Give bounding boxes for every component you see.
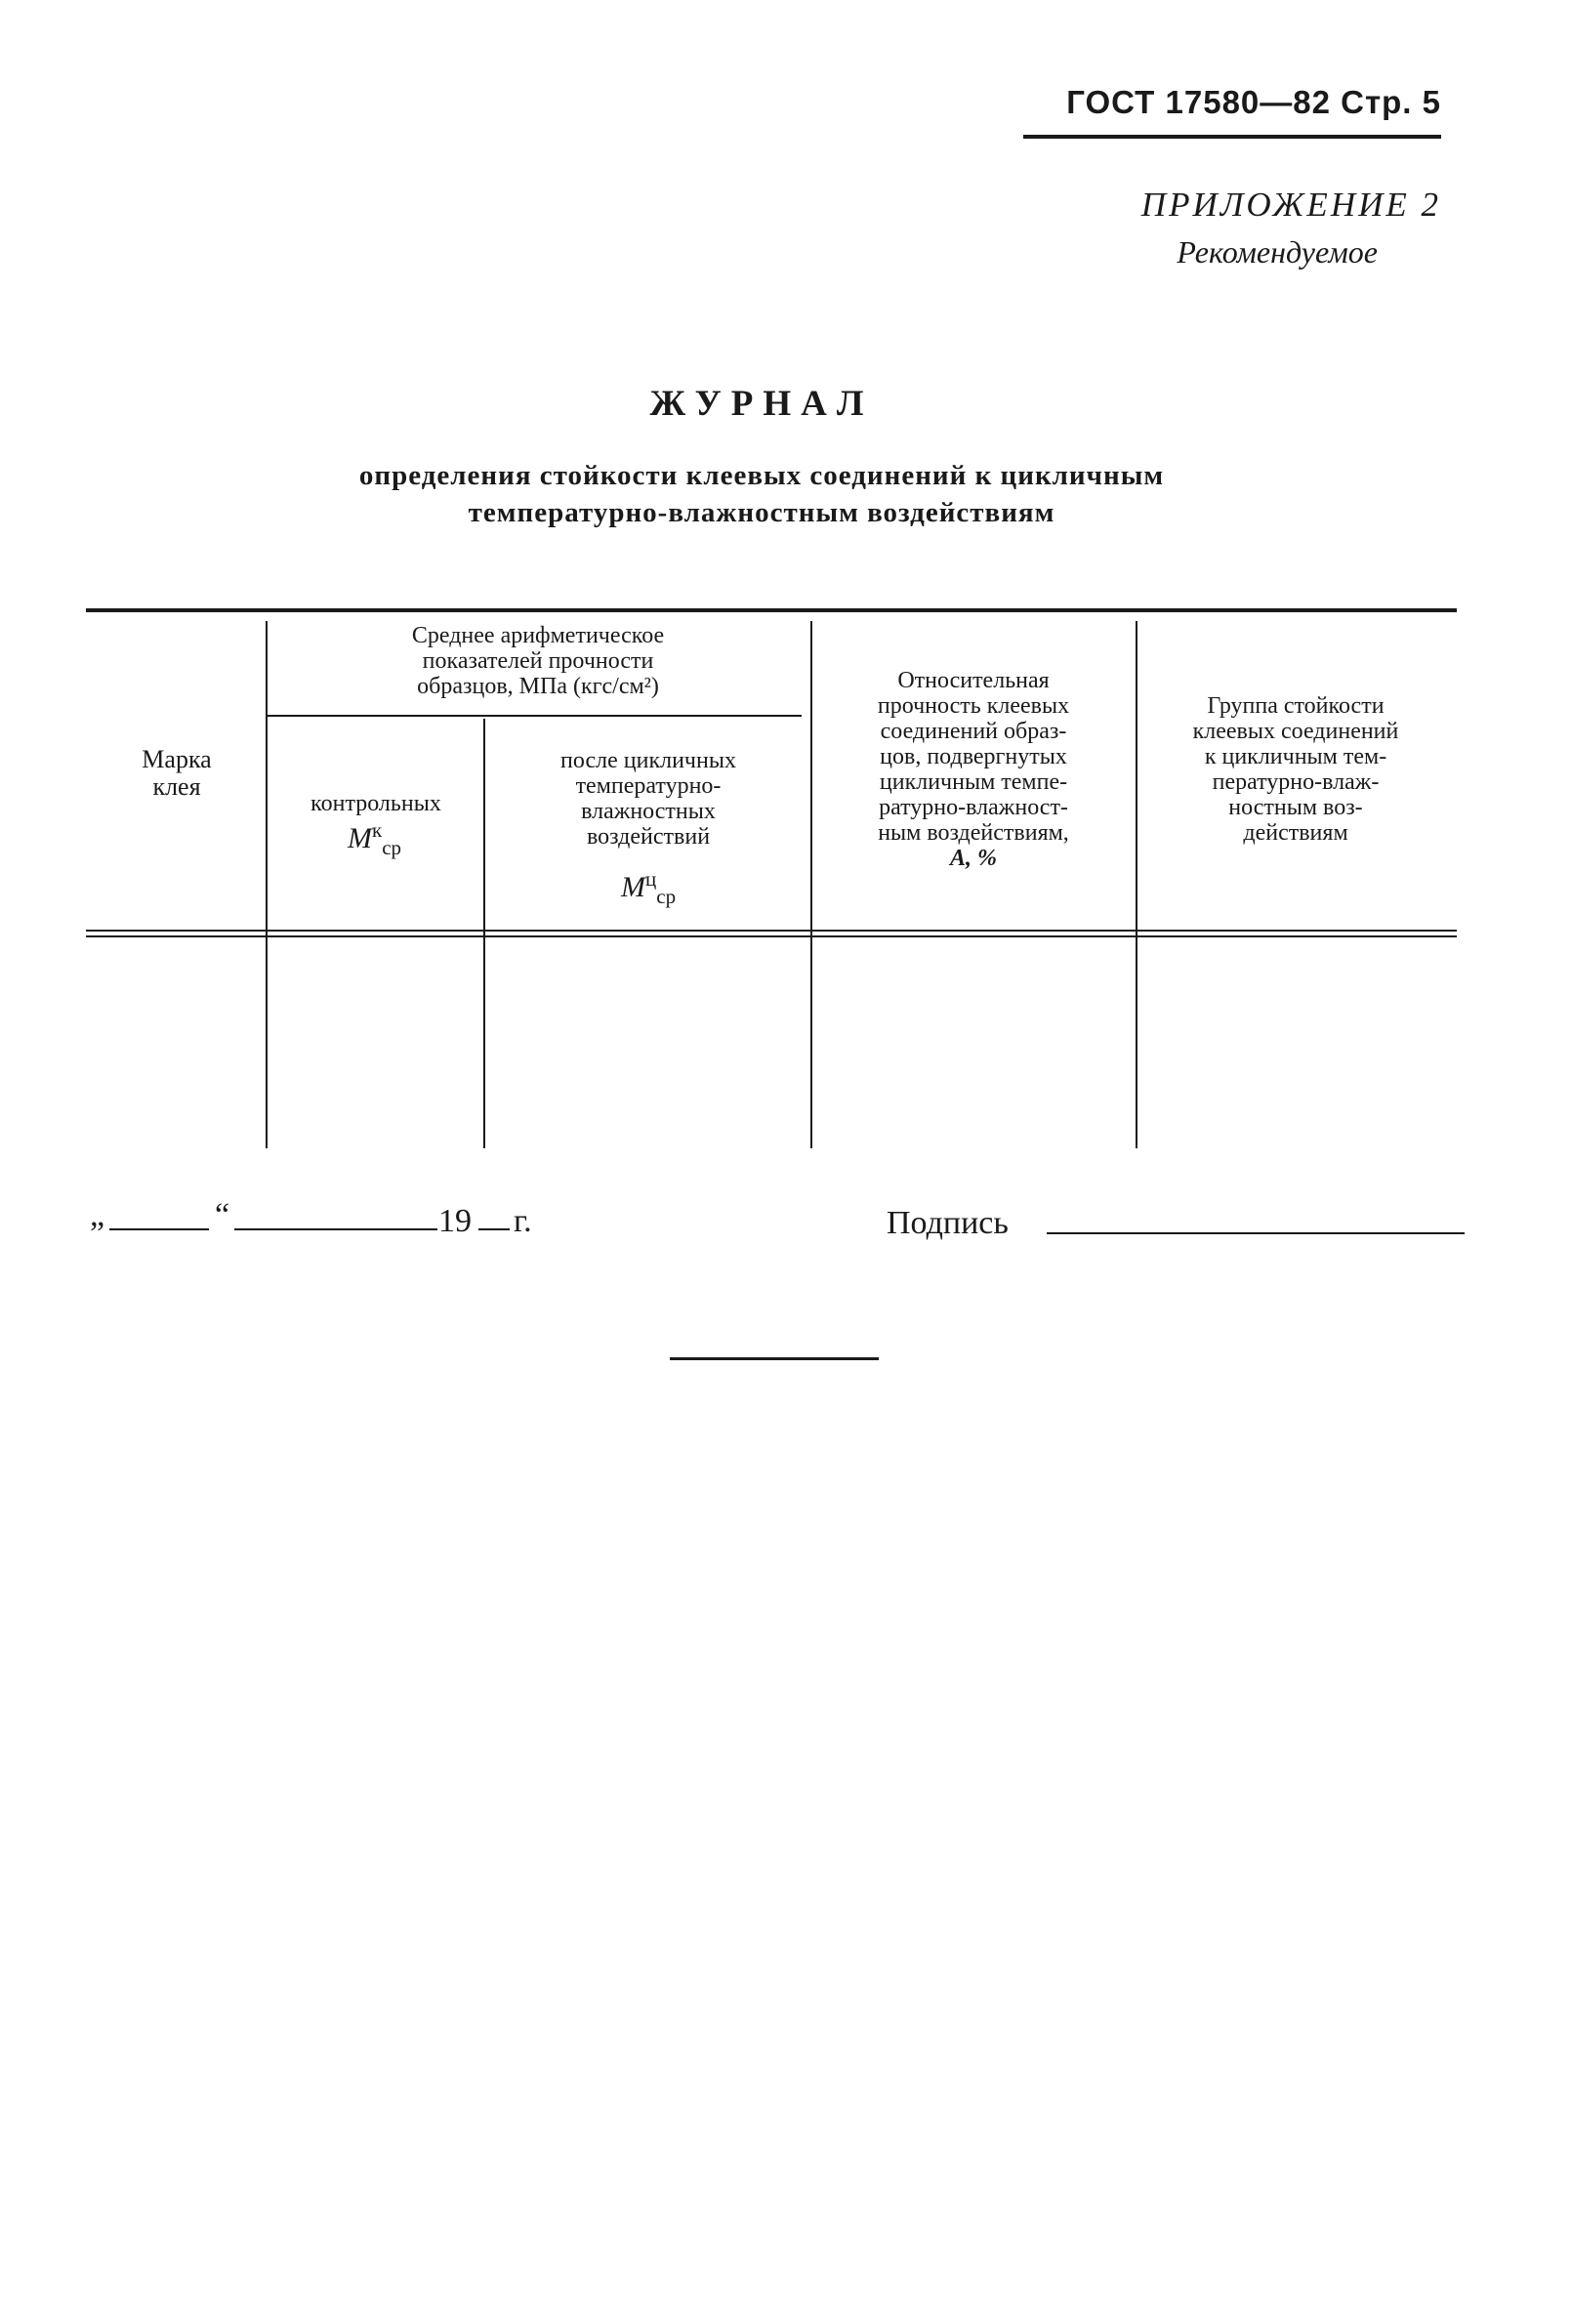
control-symbol-sub: ср (382, 836, 402, 859)
header-after-cyclic: после цикличных температурно- влажностных воздействий (560, 748, 736, 850)
relative-strength-symbol: A, % (950, 846, 997, 871)
date-year-blank[interactable] (478, 1228, 510, 1230)
standard-number: ГОСТ 17580—82 Стр. 5 (1066, 84, 1441, 120)
column-divider-4 (1136, 621, 1137, 1148)
header-brand: Марка клея (142, 745, 212, 801)
date-day-blank[interactable] (109, 1228, 209, 1230)
column-divider-1 (266, 621, 268, 1148)
date-month-blank[interactable] (234, 1228, 437, 1230)
column-divider-3 (810, 621, 812, 1148)
page-subtitle (0, 457, 1523, 531)
appendix-status: Рекомендуемое (1177, 234, 1378, 270)
signature-label: Подпись (887, 1205, 1009, 1241)
after-symbol-letter: M (621, 871, 645, 903)
date-year-prefix: 19 (438, 1203, 472, 1239)
header-control: контрольных (310, 791, 441, 816)
date-year-suffix: г. (514, 1203, 532, 1239)
control-symbol (348, 818, 401, 860)
date-open-quote: „ (90, 1197, 105, 1233)
page-title: ЖУРНАЛ (649, 384, 874, 424)
subtitle-line-1: определения стойкости клеевых соединений к цикличным (358, 460, 1165, 491)
control-symbol-letter: M (348, 822, 372, 854)
table-top-rule (86, 608, 1457, 612)
control-symbol-sup: к (372, 818, 383, 842)
after-symbol-sub: ср (656, 885, 677, 908)
appendix-label: ПРИЛОЖЕНИЕ 2 (1140, 186, 1441, 224)
end-rule (670, 1357, 879, 1360)
header-resistance-group: Группа стойкости клеевых соединений к цикличным тем- пературно-влаж- ностным воз- действиям (1192, 693, 1399, 846)
header-bottom-rule-1 (86, 930, 1457, 932)
column-divider-2 (483, 719, 485, 1148)
date-close-quote: “ (215, 1197, 230, 1233)
header-bottom-rule-2 (86, 935, 1457, 937)
header-mean-values: Среднее арифметическое показателей прочности образцов, МПа (кгс/см²) (411, 623, 665, 699)
mean-group-rule (267, 715, 802, 717)
header-rule (1023, 135, 1441, 139)
after-cyclic-symbol (621, 867, 676, 909)
signature-blank[interactable] (1047, 1232, 1465, 1234)
after-symbol-sup: ц (645, 867, 657, 891)
header-relative-strength: Относительная прочность клеевых соединений образ- цов, подвергнутых цикличным темпе- ратурно-влажност- ным воздействиям, (877, 668, 1070, 846)
subtitle-line-2: температурно-влажностным воздействиям (468, 497, 1055, 528)
